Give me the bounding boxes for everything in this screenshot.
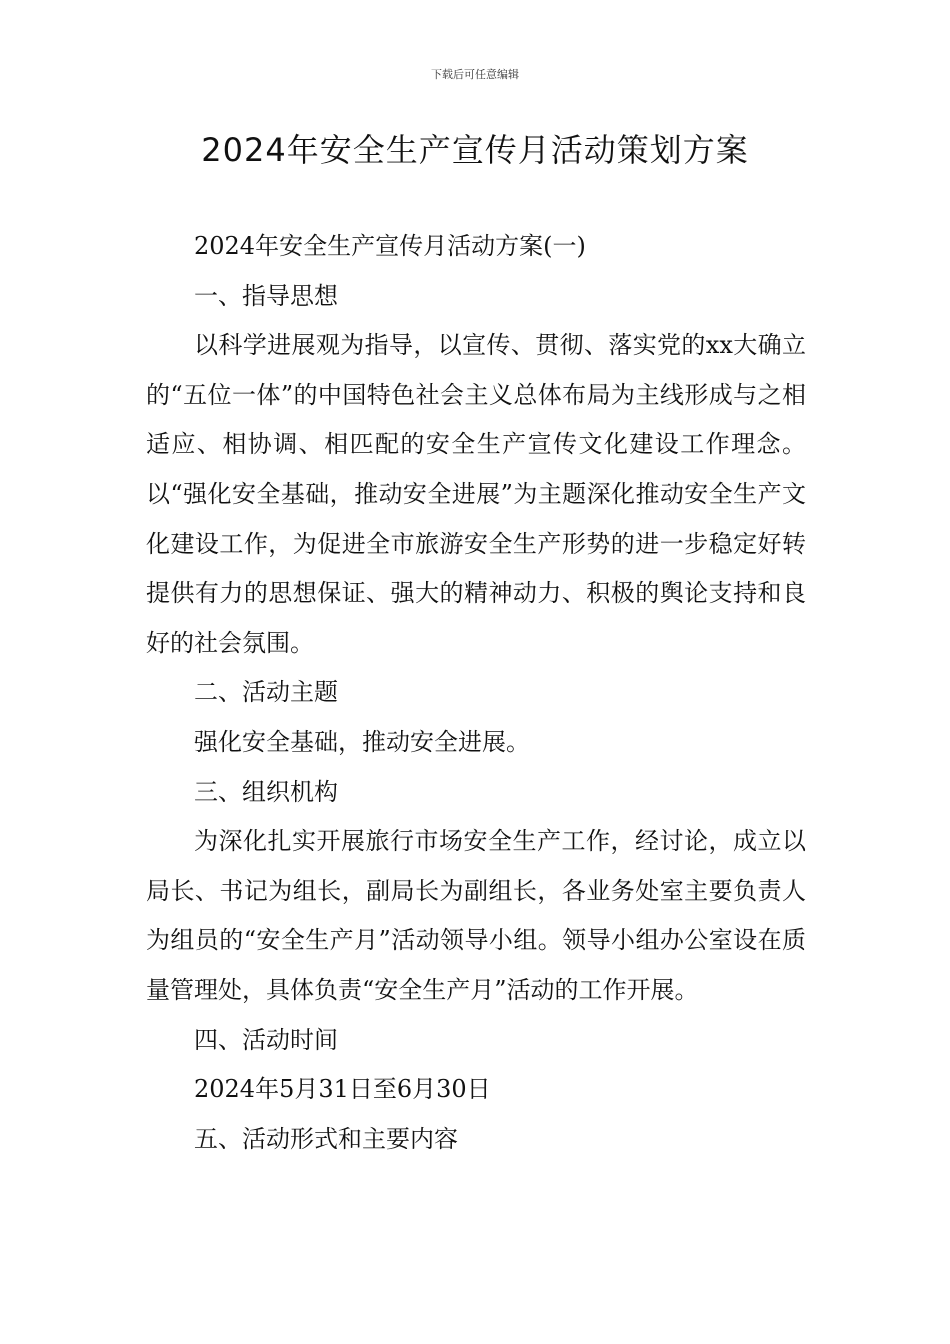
heading-activity-theme: 二、活动主题 bbox=[194, 678, 338, 707]
heading-guiding-ideology: 一、指导思想 bbox=[194, 281, 338, 310]
paragraph-guiding-ideology: 以科学进展观为指导，以宣传、贯彻、落实党的xx大确立的“五位一体”的中国特色社会主义总体布局为主线形成与之相适应、相协调、相匹配的安全生产宣传文化建设工作理念。以“强化安全基础，推动安全进展”为主题深化推动安全生产文化建设工作，为促进全市旅游安全生产形势的进一步稳定好转提供有力的思想保证、强大的精神动力、积极的舆论支持和良好的社会氛围。 bbox=[146, 331, 806, 657]
heading-activity-time: 四、活动时间 bbox=[194, 1025, 338, 1054]
heading-activity-content: 五、活动形式和主要内容 bbox=[194, 1124, 458, 1153]
header-note: 下载后可任意编辑 bbox=[431, 68, 519, 81]
heading-organization: 三、组织机构 bbox=[194, 777, 338, 806]
document-body bbox=[146, 222, 806, 1164]
paragraph-organization: 为深化扎实开展旅行市场安全生产工作，经讨论，成立以局长、书记为组长，副局长为副组长，各业务处室主要负责人为组员的“安全生产月”活动领导小组。领导小组办公室设在质量管理处，具体负责“安全生产月”活动的工作开展。 bbox=[146, 827, 806, 1004]
paragraph-activity-theme: 强化安全基础，推动安全进展。 bbox=[194, 727, 530, 756]
document-title: 2024年安全生产宣传月活动策划方案 bbox=[201, 131, 749, 169]
paragraph-subtitle: 2024年安全生产宣传月活动方案(一) bbox=[194, 232, 586, 260]
paragraph-activity-time: 2024年5月31日至6月30日 bbox=[194, 1075, 491, 1104]
